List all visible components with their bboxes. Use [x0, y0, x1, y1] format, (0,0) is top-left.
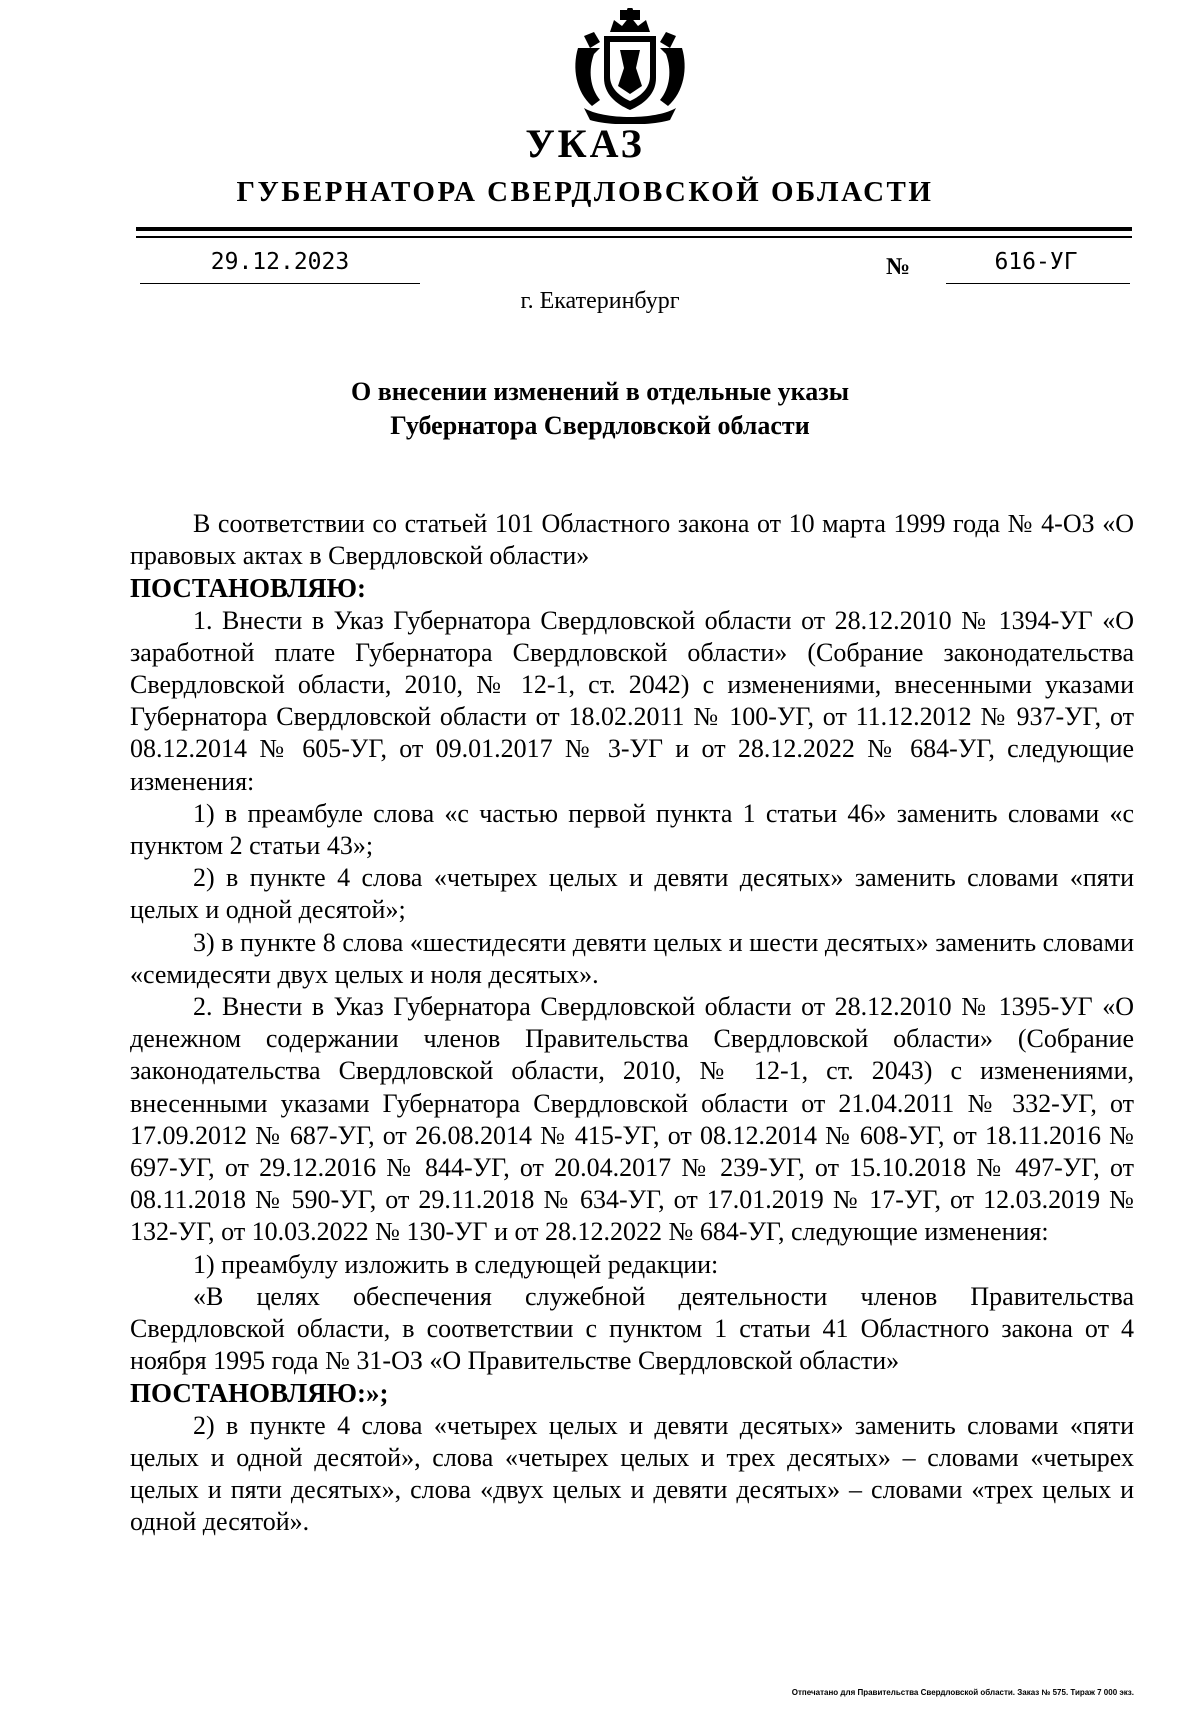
number-underline [946, 283, 1130, 284]
header-rule-thick [136, 227, 1132, 231]
decree-number: 616-УГ [994, 249, 1078, 275]
decree-heading [0, 375, 1200, 443]
heading-line-1: О внесении изменений в отдельные указы [350, 377, 850, 406]
item-1-subitem-3: 3) в пункте 8 слова «шестидесяти девяти целых и шести десятых» заменить словами «семидесяти двух целых и ноля десятых». [130, 927, 1134, 989]
item-2-paragraph: 2. Внести в Указ Губернатора Свердловской области от 28.12.2010 № 1395-УГ «О денежном содержании членов Правительства Свердловской области» (Собрание законодательства Свердловской области, 2010, № 12-1, ст. 2043) с изменениями, внесенными указами Губернатора Свердловской области от 21.04.2011 № 332-УГ, от 17.09.2012 № 687-УГ, от 26.08.2014 № 415-УГ, от 08.12.2014 № 608-УГ, от 18.11.2016 № 697-УГ, от 29.12.2016 № 844-УГ, от 20.04.2017 № 239-УГ, от 15.10.2018 № 497-УГ, от 08.11.2018 № 590-УГ, от 29.11.2018 № 634-УГ, от 17.01.2019 № 17-УГ, от 12.03.2019 № 132-УГ, от 10.03.2022 № 130-УГ и от 28.12.2022 № 684-УГ, следующие изменения: [130, 992, 1134, 1247]
number-sign: № [886, 254, 911, 280]
document-title: УКАЗ [525, 121, 645, 166]
header-rule-thin [136, 236, 1132, 238]
heading-line-2: Губернатора Свердловской области [390, 411, 810, 440]
item-1-subitem-2: 2) в пункте 4 слова «четырех целых и девяти десятых» заменить словами «пяти целых и одной десятой»; [130, 863, 1134, 925]
item-1-subitem-1: 1) в преамбуле слова «с частью первой пункта 1 статьи 46» заменить словами «с пунктом 2 статьи 43»; [130, 798, 1134, 861]
item-2-subitem-2: 2) в пункте 4 слова «четырех целых и девяти десятых» заменить словами «пяти целых и одной десятой», слова «четырех целых и трех десятых» – словами «четырех целых и пяти десятых», слова «двух целых и девяти десятых» – словами «трех целых и одной десятой». [130, 1410, 1134, 1537]
decree-body [130, 508, 1134, 1539]
date-underline [140, 283, 420, 284]
decree-keyword: ПОСТАНОВЛЯЮ: [130, 573, 366, 604]
decree-date: 29.12.2023 [210, 249, 350, 275]
preamble-paragraph: В соответствии со статьей 101 Областного закона от 10 марта 1999 года № 4-ОЗ «О правовых актах в Свердловской области» [130, 509, 1134, 571]
city-label: г. Екатеринбург [520, 288, 680, 314]
item-2-subitem-1-quote: «В целях обеспечения служебной деятельности членов Правительства Свердловской области, в соответствии с пунктом 1 статьи 41 Областного закона от 4 ноября 1995 года № 31-ОЗ «О Правительстве Свердловской области» [130, 1281, 1134, 1376]
coat-of-arms-icon [570, 8, 690, 124]
item-1-paragraph: 1. Внести в Указ Губернатора Свердловской области от 28.12.2010 № 1394-УГ «О заработной плате Губернатора Свердловской области» (Собрание законодательства Свердловской области, 2010, № 12-1, ст. 2042) с изменениями, внесенными указами Губернатора Свердловской области от 18.02.2011 № 100-УГ, от 11.12.2012 № 937-УГ, от 08.12.2014 № 605-УГ, от 09.01.2017 № 3-УГ и от 28.12.2022 № 684-УГ, следующие изменения: [130, 605, 1134, 796]
document-subtitle: ГУБЕРНАТОРА СВЕРДЛОВСКОЙ ОБЛАСТИ [236, 176, 934, 208]
print-note: Отпечатано для Правительства Свердловской области. Заказ № 575. Тираж 7 000 экз. [791, 1688, 1134, 1697]
item-2-subitem-1: 1) преамбулу изложить в следующей редакции: [193, 1249, 719, 1279]
item-2-subitem-1-decree: ПОСТАНОВЛЯЮ:»; [130, 1378, 389, 1409]
